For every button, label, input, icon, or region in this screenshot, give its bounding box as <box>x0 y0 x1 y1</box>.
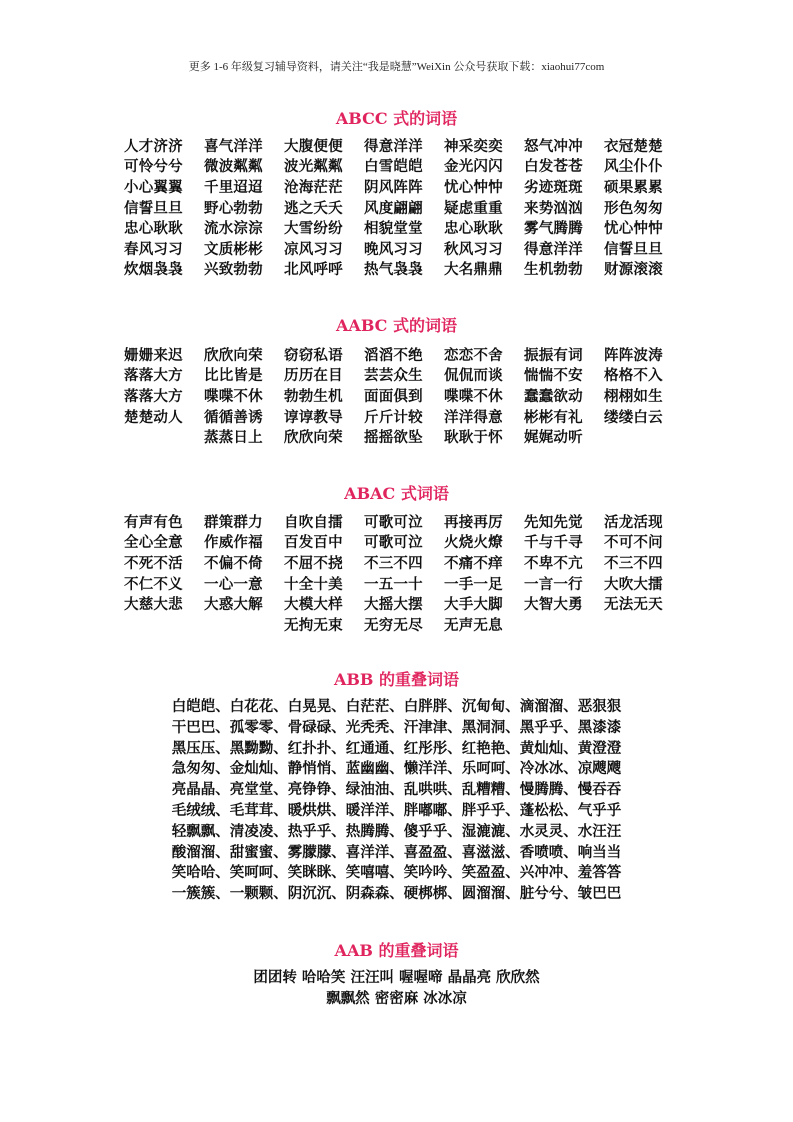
word-row <box>124 259 684 280</box>
word-cell: 大雪纷纷 <box>284 220 343 238</box>
word-cell: 无法无天 <box>604 596 663 614</box>
word-line: 黑压压、黑黝黝、红扑扑、红通通、红彤彤、红艳艳、黄灿灿、黄澄澄 <box>171 739 622 757</box>
word-cell: 楚楚动人 <box>124 408 183 426</box>
word-cell: 白发苍苍 <box>524 158 583 176</box>
word-line: 毛绒绒、毛茸茸、暖烘烘、暖洋洋、胖嘟嘟、胖乎乎、蓬松松、气乎乎 <box>171 801 622 819</box>
word-grid-abac <box>124 511 684 635</box>
word-cell: 娓娓动听 <box>524 429 583 447</box>
word-cell: 无穷无尽 <box>364 616 423 634</box>
word-cell: 怒气冲冲 <box>524 137 583 155</box>
word-cell: 窃窃私语 <box>284 346 343 364</box>
word-row <box>124 406 684 427</box>
word-row <box>124 532 684 553</box>
word-cell: 大吹大擂 <box>604 575 663 593</box>
word-cell: 雾气腾腾 <box>524 220 583 238</box>
word-cell: 兴致勃勃 <box>204 261 263 279</box>
section-title-abcc: ABCC 式的词语 <box>335 109 458 128</box>
word-row <box>124 573 684 594</box>
word-cell: 无声无息 <box>444 616 503 634</box>
word-cell: 凉风习习 <box>284 240 343 258</box>
word-cell: 人才济济 <box>124 137 183 155</box>
word-cell: 喋喋不休 <box>444 387 503 405</box>
word-cell: 喋喋不休 <box>204 387 263 405</box>
word-cell: 一五一十 <box>364 575 423 593</box>
word-cell: 得意洋洋 <box>524 240 583 258</box>
word-cell: 不仁不义 <box>124 575 183 593</box>
word-cell: 群策群力 <box>204 513 263 531</box>
word-cell: 欣欣向荣 <box>284 429 343 447</box>
word-cell: 劣迹斑斑 <box>524 178 583 196</box>
word-cell: 蒸蒸日上 <box>204 429 263 447</box>
word-cell: 火烧火燎 <box>444 534 503 552</box>
word-cell: 彬彬有礼 <box>524 408 583 426</box>
word-cell: 一手一足 <box>444 575 503 593</box>
word-lines-abb <box>0 697 793 905</box>
word-cell: 循循善诱 <box>204 408 263 426</box>
word-line: 一簇簇、一颗颗、阴沉沉、阴森森、硬梆梆、圆溜溜、脏兮兮、皱巴巴 <box>171 885 622 903</box>
word-cell: 波光粼粼 <box>284 158 343 176</box>
word-lines-aab <box>0 968 793 1010</box>
word-cell: 形色匆匆 <box>604 199 663 217</box>
word-cell: 全心全意 <box>124 534 183 552</box>
word-cell: 面面俱到 <box>364 387 423 405</box>
word-row <box>124 365 684 386</box>
word-cell: 春风习习 <box>124 240 183 258</box>
word-cell: 忠心耿耿 <box>124 220 183 238</box>
word-cell: 格格不入 <box>604 367 663 385</box>
word-cell: 大名鼎鼎 <box>444 261 503 279</box>
word-cell: 不偏不倚 <box>204 554 263 572</box>
word-cell: 一心一意 <box>204 575 263 593</box>
word-cell: 神采奕奕 <box>444 137 503 155</box>
word-line: 团团转 哈哈笑 汪汪叫 喔喔啼 晶晶亮 欣欣然 <box>253 969 540 986</box>
word-cell: 不痛不痒 <box>444 554 503 572</box>
word-cell: 热气袅袅 <box>364 261 423 279</box>
word-cell: 比比皆是 <box>204 367 263 385</box>
word-cell: 大惑大解 <box>204 596 263 614</box>
word-cell: 相貌堂堂 <box>364 220 423 238</box>
word-cell: 百发百中 <box>284 534 343 552</box>
word-cell: 文质彬彬 <box>204 240 263 258</box>
word-row <box>124 197 684 218</box>
word-cell: 侃侃而谈 <box>444 367 503 385</box>
word-row <box>124 552 684 573</box>
word-cell: 晚风习习 <box>364 240 423 258</box>
word-cell: 忧心忡忡 <box>444 178 503 196</box>
word-cell: 风度翩翩 <box>364 199 423 217</box>
word-cell: 秋风习习 <box>444 240 503 258</box>
word-cell: 斤斤计较 <box>364 408 423 426</box>
word-cell: 疑虑重重 <box>444 199 503 217</box>
word-cell: 有声有色 <box>124 513 183 531</box>
word-cell: 落落大方 <box>124 367 183 385</box>
word-cell: 财源滚滚 <box>604 261 663 279</box>
word-cell: 勃勃生机 <box>284 387 343 405</box>
section-title-aab: AAB 的重叠词语 <box>334 941 459 960</box>
word-cell: 不可不问 <box>604 534 663 552</box>
word-cell: 谆谆教导 <box>284 408 343 426</box>
word-cell: 可歌可泣 <box>364 513 423 531</box>
word-cell: 忧心忡忡 <box>604 220 663 238</box>
word-line: 酸溜溜、甜蜜蜜、雾朦朦、喜洋洋、喜盈盈、喜滋滋、香喷喷、响当当 <box>171 843 622 861</box>
word-row <box>124 156 684 177</box>
word-cell: 衣冠楚楚 <box>604 137 663 155</box>
word-cell: 生机勃勃 <box>524 261 583 279</box>
word-line: 亮晶晶、亮堂堂、亮铮铮、绿油油、乱哄哄、乱糟糟、慢腾腾、慢吞吞 <box>171 781 622 799</box>
word-grid-abcc <box>124 135 684 279</box>
word-cell: 信誓旦旦 <box>124 199 183 217</box>
word-cell: 缕缕白云 <box>604 408 663 426</box>
word-cell: 欣欣向荣 <box>204 346 263 364</box>
word-cell: 不三不四 <box>364 554 423 572</box>
word-cell: 不死不活 <box>124 554 183 572</box>
word-cell: 惴惴不安 <box>524 367 583 385</box>
word-row <box>124 511 684 532</box>
word-cell: 硕果累累 <box>604 178 663 196</box>
page-header: 更多 1-6 年级复习辅导资料，请关注“我是晓慧”WeiXin 公众号获取下载：xiaohui77com <box>188 61 605 73</box>
word-cell: 滔滔不绝 <box>364 346 423 364</box>
word-cell: 逃之夭夭 <box>284 199 343 217</box>
word-cell: 阵阵波涛 <box>604 346 663 364</box>
word-cell: 流水淙淙 <box>204 220 263 238</box>
word-cell: 大智大勇 <box>524 596 583 614</box>
word-cell: 先知先觉 <box>524 513 583 531</box>
section-title-abb: ABB 的重叠词语 <box>333 670 460 689</box>
word-cell: 忠心耿耿 <box>444 220 503 238</box>
word-cell: 振振有词 <box>524 346 583 364</box>
word-cell: 阴风阵阵 <box>364 178 423 196</box>
word-row <box>124 426 684 447</box>
word-cell: 千与千寻 <box>524 534 583 552</box>
word-cell: 不卑不亢 <box>524 554 583 572</box>
word-grid-aabc <box>124 344 684 447</box>
word-cell: 不三不四 <box>604 554 663 572</box>
word-cell: 作威作福 <box>204 534 263 552</box>
word-cell: 历历在目 <box>284 367 343 385</box>
section-title-abac: ABAC 式词语 <box>344 484 449 503</box>
word-cell: 洋洋得意 <box>444 408 503 426</box>
word-cell: 喜气洋洋 <box>204 137 263 155</box>
word-row <box>124 135 684 156</box>
word-line: 急匆匆、金灿灿、静悄悄、蓝幽幽、懒洋洋、乐呵呵、冷冰冰、凉飕飕 <box>171 760 622 778</box>
word-cell: 大腹便便 <box>284 137 343 155</box>
word-line: 笑哈哈、笑呵呵、笑眯眯、笑嘻嘻、笑吟吟、笑盈盈、兴冲冲、羞答答 <box>171 864 622 882</box>
word-line: 白皑皑、白花花、白晃晃、白茫茫、白胖胖、沉甸甸、滴溜溜、恶狠狠 <box>171 698 622 715</box>
word-cell: 来势汹汹 <box>524 199 583 217</box>
word-cell: 一言一行 <box>524 575 583 593</box>
word-cell: 沧海茫茫 <box>284 178 343 196</box>
word-cell: 可怜兮兮 <box>124 158 183 176</box>
word-line: 轻飘飘、清凌凌、热乎乎、热腾腾、傻乎乎、湿漉漉、水灵灵、水汪汪 <box>171 822 622 840</box>
word-cell: 炊烟袅袅 <box>124 261 183 279</box>
word-cell: 十全十美 <box>284 575 343 593</box>
word-cell: 无拘无束 <box>284 616 343 634</box>
word-cell: 耿耿于怀 <box>444 429 503 447</box>
word-cell: 不屈不挠 <box>284 554 343 572</box>
word-cell: 小心翼翼 <box>124 178 183 196</box>
word-row <box>124 614 684 635</box>
word-cell: 微波粼粼 <box>204 158 263 176</box>
word-cell: 摇摇欲坠 <box>364 429 423 447</box>
word-cell: 大手大脚 <box>444 596 503 614</box>
word-cell: 芸芸众生 <box>364 367 423 385</box>
word-row <box>124 238 684 259</box>
word-cell: 自吹自擂 <box>284 513 343 531</box>
word-row <box>124 385 684 406</box>
word-line: 干巴巴、孤零零、骨碌碌、光秃秃、汗津津、黑洞洞、黑乎乎、黑漆漆 <box>171 718 622 736</box>
word-cell: 蠢蠢欲动 <box>524 387 583 405</box>
word-cell: 得意洋洋 <box>364 137 423 155</box>
word-cell: 落落大方 <box>124 387 183 405</box>
word-cell: 千里迢迢 <box>204 178 263 196</box>
word-cell: 栩栩如生 <box>604 387 663 405</box>
word-cell: 北风呼呼 <box>284 261 343 279</box>
word-cell: 可歌可泣 <box>364 534 423 552</box>
section-title-aabc: AABC 式的词语 <box>336 316 457 335</box>
word-line: 飘飘然 密密麻 冰冰凉 <box>326 989 467 1007</box>
word-cell: 白雪皑皑 <box>364 158 423 176</box>
word-cell: 恋恋不舍 <box>444 346 503 364</box>
word-row <box>124 344 684 365</box>
word-cell: 信誓旦旦 <box>604 240 663 258</box>
word-cell: 大模大样 <box>284 596 343 614</box>
word-row <box>124 176 684 197</box>
word-cell: 风尘仆仆 <box>604 158 663 176</box>
word-cell: 金光闪闪 <box>444 158 503 176</box>
word-cell: 大摇大摆 <box>364 596 423 614</box>
word-row <box>124 593 684 614</box>
word-cell: 大慈大悲 <box>124 596 183 614</box>
word-cell: 野心勃勃 <box>204 199 263 217</box>
word-row <box>124 217 684 238</box>
word-cell: 再接再厉 <box>444 513 503 531</box>
word-cell: 活龙活现 <box>604 513 663 531</box>
word-cell: 姗姗来迟 <box>124 346 183 364</box>
